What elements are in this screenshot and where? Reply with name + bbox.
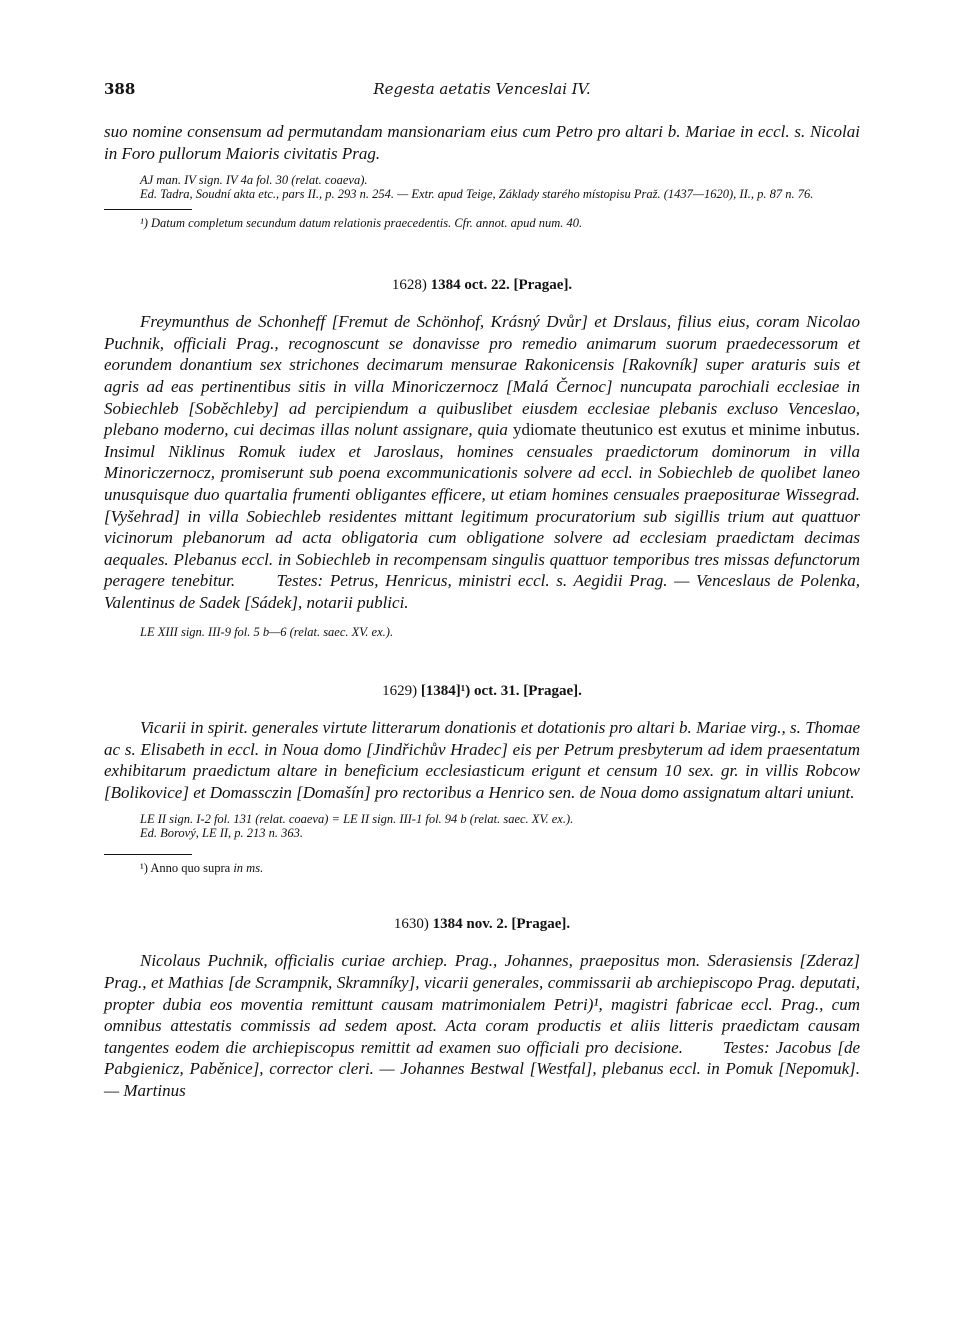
previous-entry-sources xyxy=(104,174,860,201)
entry-number: 1629) xyxy=(382,683,418,699)
entry-text-1628 xyxy=(104,311,860,613)
entry-text-1630 xyxy=(104,950,860,1101)
entry-text-part: ydiomate theutunico est exutus et minime inbutus. xyxy=(512,420,861,440)
footnote: ¹) Datum completum secundum datum relationis praecedentis. Cfr. annot. apud num. 40. xyxy=(140,216,583,231)
previous-entry-text: suo nomine consensum ad permutandam mansionariam eius cum Petro pro altari b. Mariae in eccl. s. Nicolai in Foro pullorum Maioris civitatis Prag. xyxy=(104,122,860,163)
entry-date: 1384 nov. 2. [Pragae]. xyxy=(432,916,571,933)
entry-text-part: Nicolaus Puchnik, officialis curiae archiep. Prag., Johannes, praepositus mon. Sderasiensis [Zderaz] Prag., et Mathias [de Scrampnik, Skramníky], vicarii generales, commissarii ab archiepiscopo Prag. deputati, propter dubia eos moventia remittunt causam matrimonialem Petri)¹, magistri fabricae eccl. Prag., cum omnibus attestatis commissis ad sedem apost. Acta coram productis et aliis litteris praedictam causam tangentes eodem die archiepiscopus remittit ad examen suo officiali pro decisione. xyxy=(104,951,860,1057)
running-title: Regesta aetatis Venceslai IV. xyxy=(373,80,591,98)
page-header xyxy=(104,78,860,104)
entry-date: 1384 oct. 22. [Pragae]. xyxy=(430,277,573,294)
source-line: Ed. Tadra, Soudní akta etc., pars II., p. 293 n. 254. — Extr. apud Teige, Základy starého místopisu Praž. (1437—1620), II., p. 87 n. 76. xyxy=(140,186,814,201)
entry-title-1630 xyxy=(104,916,860,933)
entry-sources-1629 xyxy=(104,813,860,840)
footnote-text: ¹) Anno quo supra xyxy=(140,861,231,876)
footnote-rule xyxy=(104,209,192,210)
page-number: 388 xyxy=(104,80,136,98)
footnote-text-italic: in ms. xyxy=(233,861,264,876)
entry-text-part: Testes: Petrus, Henricus, ministri eccl. s. Aegidii Prag. — Venceslaus de Polenka, Valentinus de Sadek [Sádek], notarii publici. xyxy=(104,571,860,612)
entry-number: 1628) xyxy=(391,277,427,294)
entry-title-1628 xyxy=(104,277,860,294)
source-line: AJ man. IV sign. IV 4a fol. 30 (relat. coaeva). xyxy=(140,173,368,188)
footnote xyxy=(140,861,860,876)
entry-source-1628: LE XIII sign. III-9 fol. 5 b—6 (relat. saec. XV. ex.). xyxy=(140,624,394,639)
footnote-rule xyxy=(104,854,192,855)
entry-text-part: Insimul Niklinus Romuk iudex et Jaroslaus, homines censuales praedictorum dominorum in villa Minoriczernocz, promiserunt sub poena excommunicationis solvere ad eccl. in Sobiechleb de quolibet laneo unusquisque duo quartalia frumenti obligantes efficere, ut etiam homines censuales praepositurae Wissegrad. [Vyšehrad] in villa Sobiechleb residentes mittant legitimum procuratorium sub sigillis trium aut quattuor vicinorum plebanorum ad acta obligatoria cum obligatione solvere ad ecclesiam praedictam decimas aequales. Plebanus eccl. in Sobiechleb in recompensam singulis quattuor temporibus tres missas defunctorum peragere tenebitur. xyxy=(104,441,860,591)
entry-text-1629: Vicarii in spirit. generales virtute litterarum donationis et dotationis pro altari b. Mariae virg., s. Thomae ac s. Elisabeth in eccl. in Noua domo [Jindřichův Hradec] eis per Petrum presbyterum ad idem praesentatum exhibitarum praedictum altare in beneficium ecclesiasticum erigunt et censum 10 sex. gr. in villis Robcow [Bolikovice] et Domassczin [Domašín] pro rectoribus a Henrico sen. de Noua domo assignatum altari uniunt. xyxy=(104,718,860,802)
page xyxy=(104,78,860,1102)
source-line: Ed. Borový, LE II, p. 213 n. 363. xyxy=(140,825,304,840)
entry-text-part: Testes: Jacobus [de Pabgienicz, Paběnice], corrector cleri. — Johannes Bestwal [Westfal], plebanus eccl. in Pomuk [Nepomuk]. — Martinus xyxy=(104,1037,861,1100)
source-line: LE II sign. I-2 fol. 131 (relat. coaeva) = LE II sign. III-1 fol. 94 b (relat. saec. XV. ex.). xyxy=(140,812,574,827)
entry-text-part: Freymunthus de Schonheff [Fremut de Schönhof, Krásný Dvůr] et Drslaus, filius eius, coram Nicolao Puchnik, officiali Prag., recognoscunt se donavisse pro remedio animarum suorum praedecessorum et eorundem donantium sex strichones decimarum mensurae Rakonicensis [Rakovník] super araturis suis et agris ad eas pertinentibus sitis in villa Minoriczernocz [Malá Černoc] nuncupata parochiali ecclesiae in Sobiechleb [Soběchleby] ad percipiendum a quibuslibet eiusdem ecclesiae plebanis excluso Venceslao, plebano moderno, cui decimas illas nolunt assignare, quia xyxy=(104,312,860,440)
entry-title-1629 xyxy=(104,683,860,700)
entry-number: 1630) xyxy=(393,916,429,933)
entry-date: [1384]¹) oct. 31. [Pragae]. xyxy=(420,683,582,699)
